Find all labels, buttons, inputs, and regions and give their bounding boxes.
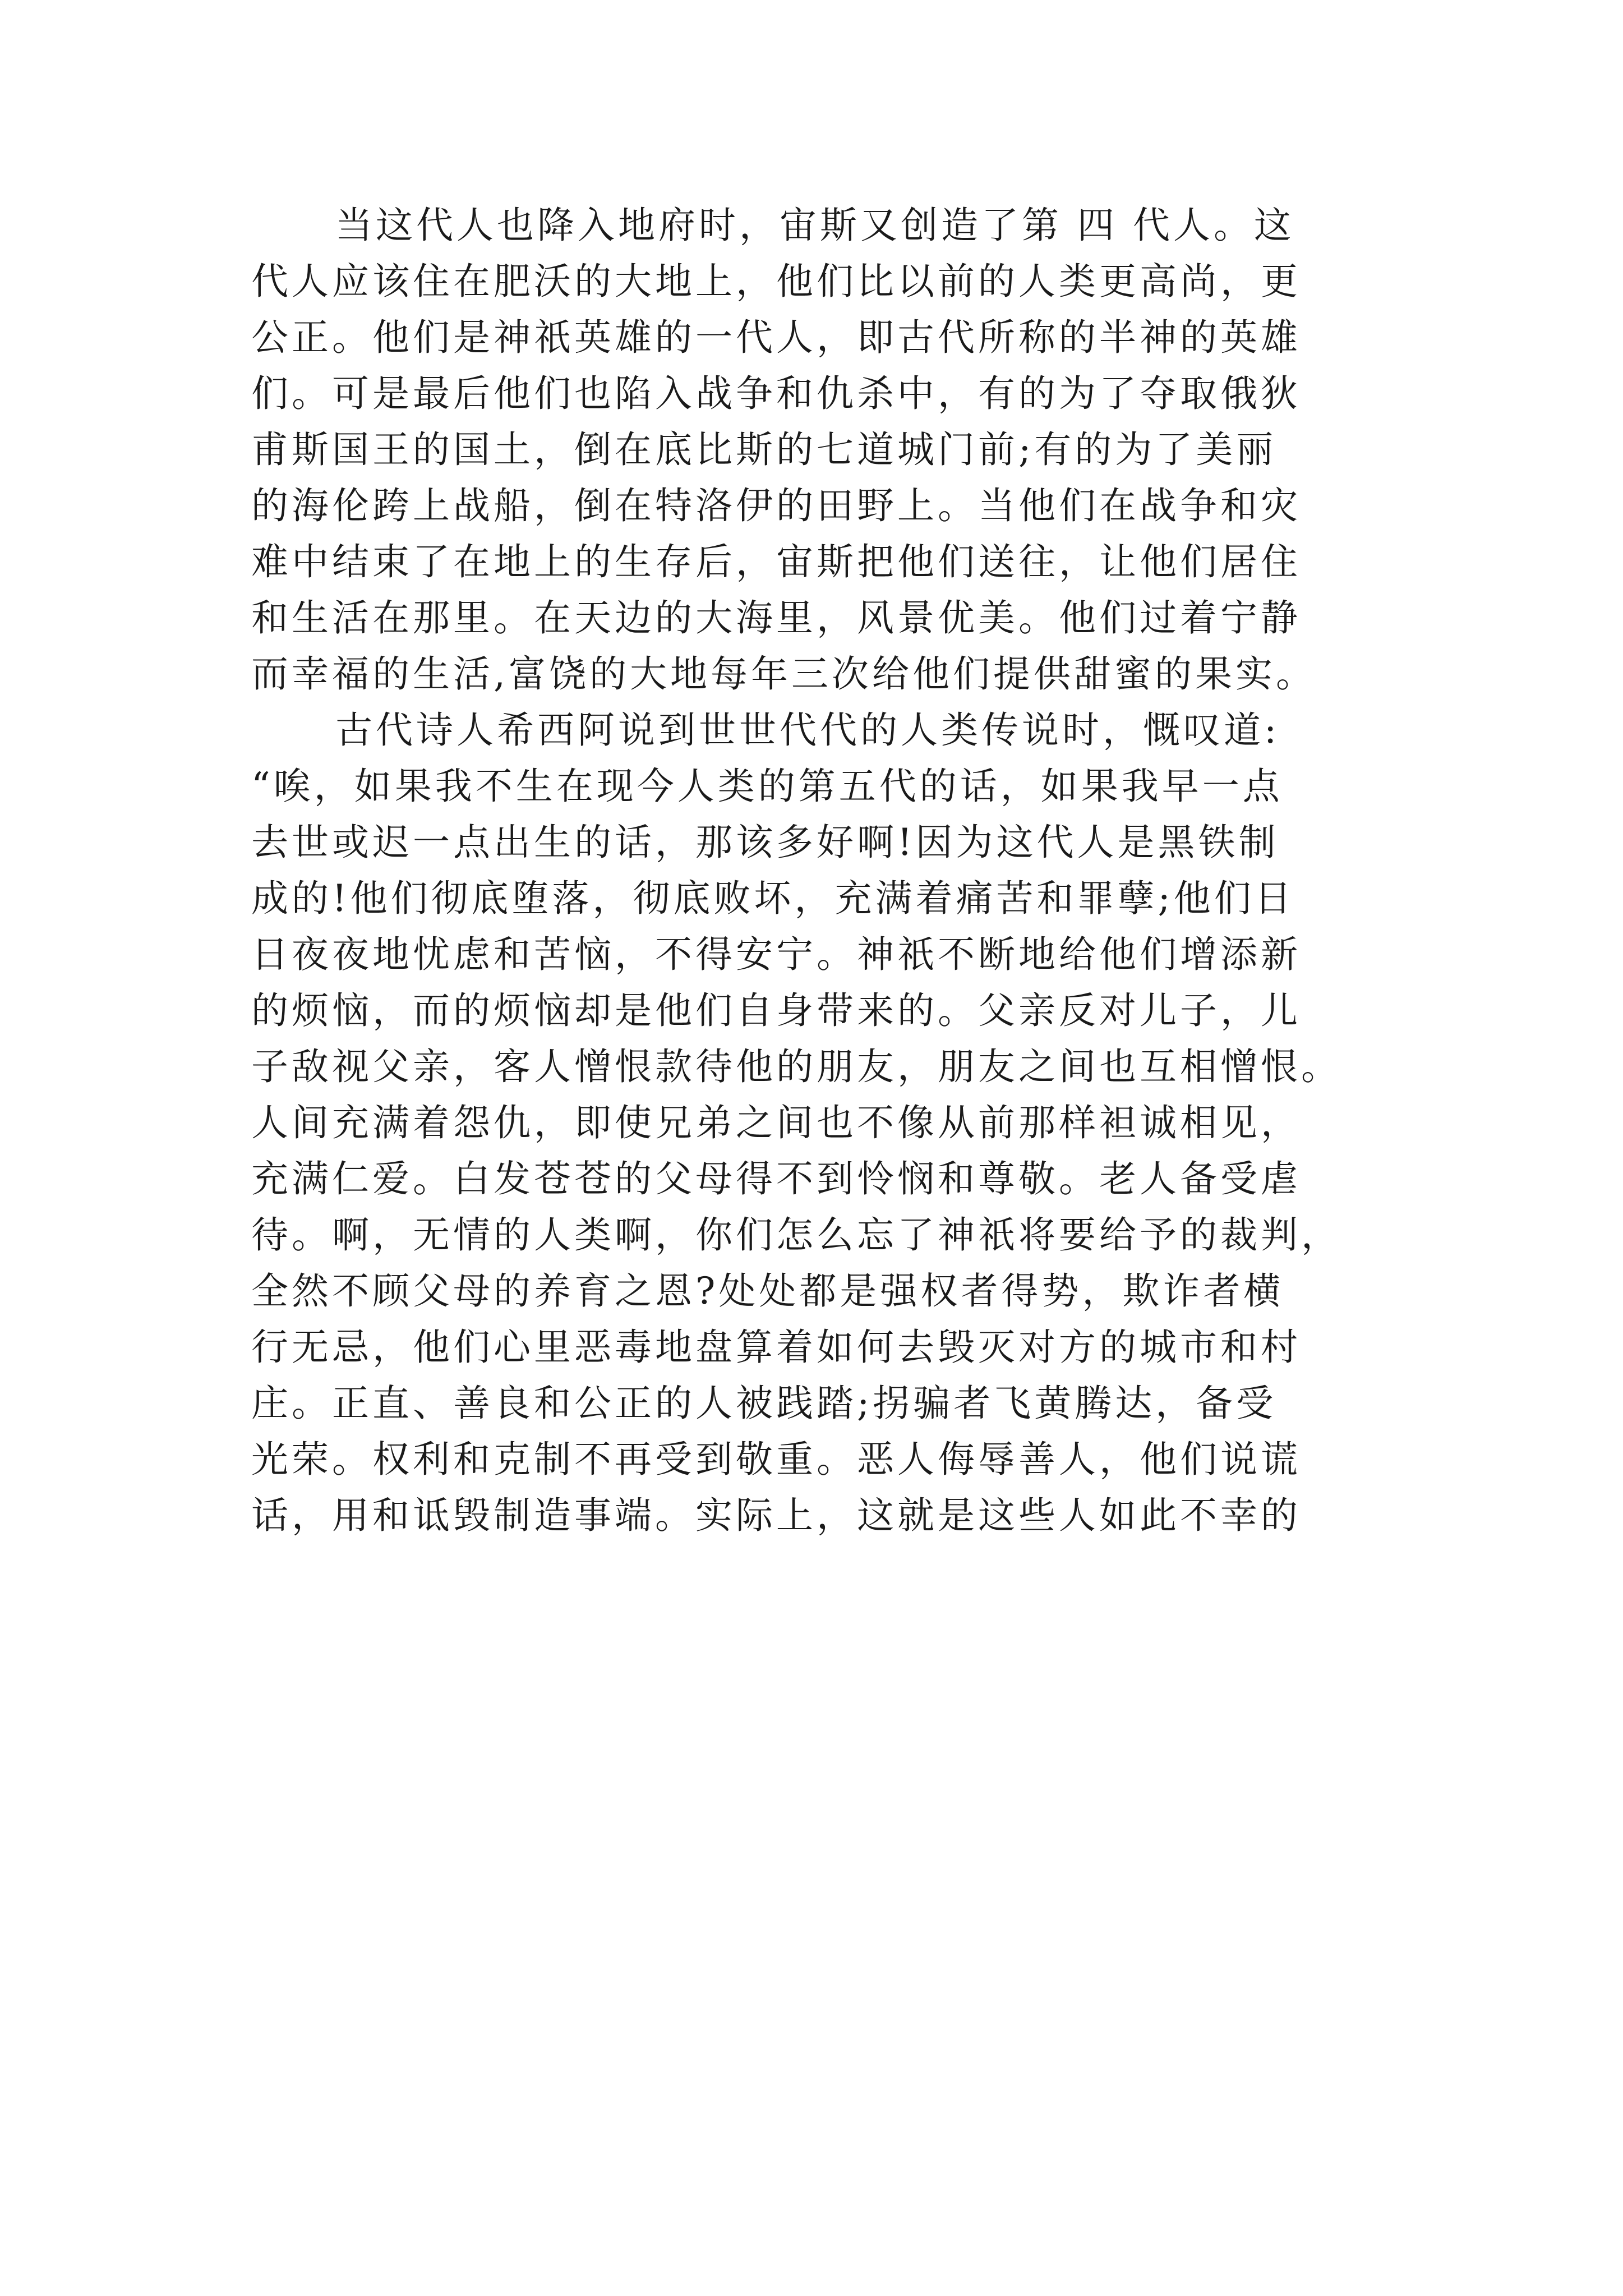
- text-line: 的烦恼，而的烦恼却是他们自身带来的。父亲反对儿子，儿: [251, 989, 1301, 1032]
- text-line: 子敌视父亲，客人憎恨款待他的朋友，朋友之间也互相憎恨。: [251, 1045, 1341, 1088]
- text-line: 庄。正直、善良和公正的人被践踏;拐骗者飞黄腾达，备受: [251, 1382, 1277, 1425]
- text-line: 日夜夜地忧虑和苦恼，不得安宁。神祇不断地给他们增添新: [251, 933, 1301, 976]
- text-line: 难中结束了在地上的生存后，宙斯把他们送往，让他们居住: [251, 540, 1301, 583]
- text-line: 甫斯国王的国土，倒在底比斯的七道城门前;有的为了美丽: [251, 428, 1277, 471]
- text-line: 的海伦跨上战船，倒在特洛伊的田野上。当他们在战争和灾: [251, 484, 1301, 527]
- text-line: 古代诗人希西阿说到世世代代的人类传说时，慨叹道:: [335, 708, 1280, 752]
- text-line: 和生活在那里。在天边的大海里，风景优美。他们过着宁静: [251, 596, 1301, 639]
- text-line: 待。啊，无情的人类啊，你们怎么忘了神祇将要给予的裁判，: [251, 1213, 1341, 1257]
- text-line: 充满仁爱。白发苍苍的父母得不到怜悯和尊敬。老人备受虐: [251, 1157, 1301, 1200]
- text-line: 行无忌，他们心里恶毒地盘算着如何去毁灭对方的城市和村: [251, 1326, 1301, 1369]
- text-line: 全然不顾父母的养育之恩?处处都是强权者得势，欺诈者横: [251, 1269, 1284, 1313]
- text-line: 当这代人也降入地府时，宙斯又创造了第 四 代人。这: [335, 204, 1294, 247]
- body-text: [251, 197, 1373, 1544]
- text-line: 去世或迟一点出生的话，那该多好啊!因为这代人是黑铁制: [251, 821, 1279, 864]
- paragraph-1: [251, 197, 1373, 702]
- text-line: 话，用和诋毁制造事端。实际上，这就是这些人如此不幸的: [251, 1494, 1301, 1537]
- text-line: “唉，如果我不生在现今人类的第五代的话，如果我早一点: [251, 765, 1283, 808]
- text-line: 光荣。权利和克制不再受到敬重。恶人侮辱善人，他们说谎: [251, 1438, 1301, 1481]
- text-line: 们。可是最后他们也陷入战争和仇杀中，有的为了夺取俄狄: [251, 372, 1301, 415]
- text-line: 而幸福的生活,富饶的大地每年三次给他们提供甜蜜的果实。: [251, 652, 1316, 696]
- text-line: 代人应该住在肥沃的大地上，他们比以前的人类更高尚，更: [251, 260, 1301, 303]
- paragraph-2: [251, 702, 1373, 1544]
- text-line: 人间充满着怨仇，即使兄弟之间也不像从前那样袒诚相见，: [251, 1101, 1301, 1144]
- text-line: 成的!他们彻底堕落，彻底败坏，充满着痛苦和罪孽;他们日: [251, 877, 1295, 920]
- text-line: 公正。他们是神祇英雄的一代人，即古代所称的半神的英雄: [251, 316, 1301, 359]
